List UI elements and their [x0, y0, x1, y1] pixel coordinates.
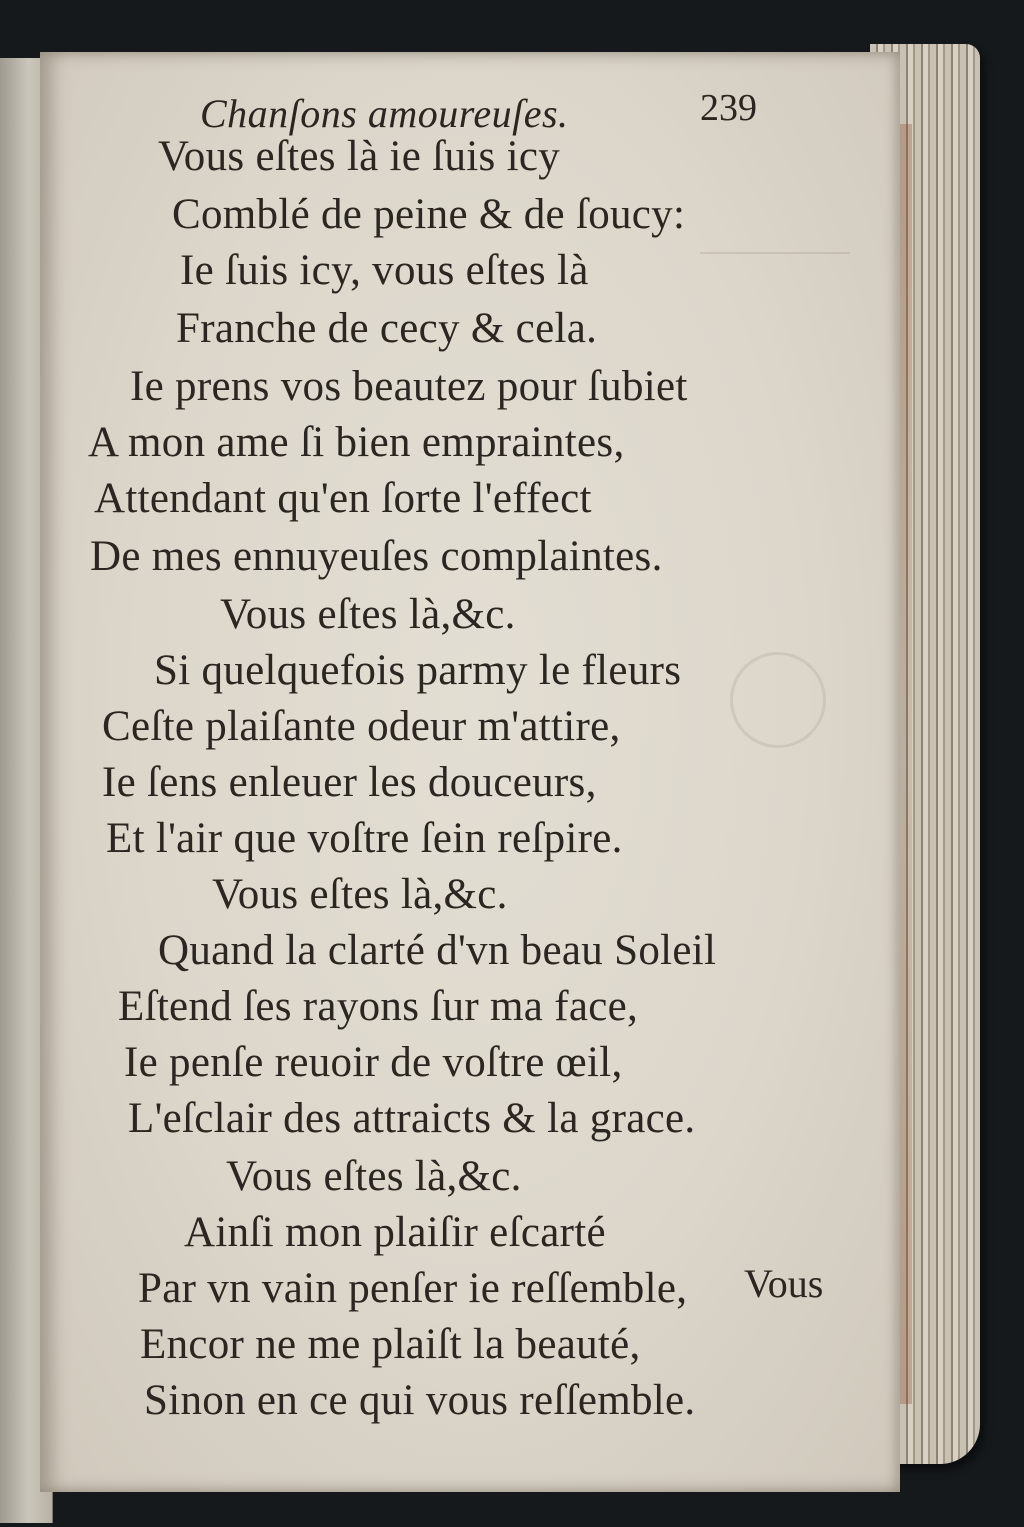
verse-line: Ceſte plaiſante odeur m'attire, [102, 703, 621, 750]
verse-line: De mes ennuyeuſes complaintes. [90, 533, 663, 580]
verse-line: Vous eſtes là,&c. [226, 1153, 522, 1200]
verse-line: Ie ſuis icy, vous eſtes là [180, 247, 589, 294]
verse-line: A mon ame ſi bien empraintes, [88, 419, 625, 466]
catchword: Vous [744, 1261, 824, 1306]
bleed-through-mark [730, 652, 826, 748]
verse-line: Par vn vain penſer ie reſſemble, [138, 1265, 688, 1312]
bleed-through-mark [700, 212, 850, 254]
verse-line: Ie penſe reuoir de voſtre œil, [124, 1039, 623, 1086]
verse-line: Franche de cecy & cela. [176, 305, 598, 352]
verse-line: Encor ne me plaiſt la beauté, [140, 1321, 641, 1368]
verse-line: Vous eſtes là,&c. [220, 591, 516, 638]
verse-line: Comblé de peine & de ſoucy: [172, 191, 686, 238]
verse-line: Ainſi mon plaiſir eſcarté [184, 1209, 606, 1256]
page-number: 239 [700, 87, 757, 129]
verse-line: L'eſclair des attraicts & la grace. [128, 1095, 696, 1142]
verse-line: Attendant qu'en ſorte l'effect [94, 475, 592, 522]
book-page [40, 52, 900, 1492]
verse-line: Sinon en ce qui vous reſſemble. [144, 1377, 696, 1424]
verse-line: Ie prens vos beautez pour ſubiet [130, 363, 688, 410]
verse-line: Eſtend ſes rayons ſur ma face, [118, 983, 639, 1030]
verse-line: Quand la clarté d'vn beau Soleil [158, 927, 717, 974]
verse-line: Si quelquefois parmy le fleurs [154, 647, 682, 694]
running-head: Chanſons amoureuſes. [200, 91, 569, 136]
verse-line: Vous eſtes là,&c. [212, 871, 508, 918]
verse-line: Et l'air que voſtre ſein reſpire. [106, 815, 623, 862]
verse-line: Ie ſens enleuer les douceurs, [102, 759, 597, 806]
verse-line: Vous eſtes là ie ſuis icy [158, 133, 561, 180]
